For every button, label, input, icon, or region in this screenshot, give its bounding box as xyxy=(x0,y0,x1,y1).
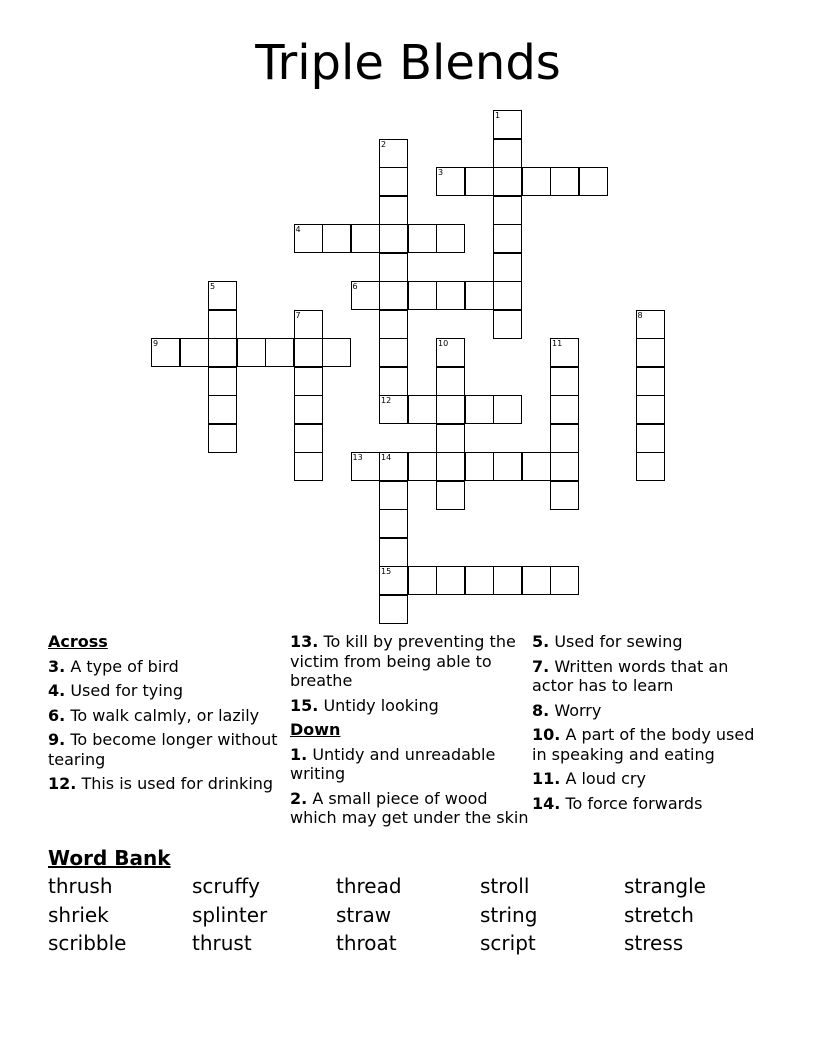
grid-cell[interactable] xyxy=(436,167,465,196)
grid-cell[interactable] xyxy=(636,452,665,481)
clue-number: 6 xyxy=(352,282,358,291)
clue-number: 15 xyxy=(381,567,392,576)
grid-cell[interactable] xyxy=(208,281,237,310)
grid-cell[interactable] xyxy=(379,595,408,624)
grid-cell[interactable] xyxy=(379,253,408,282)
grid-cell[interactable] xyxy=(208,424,237,453)
grid-cell[interactable] xyxy=(208,367,237,396)
across-clue: 9. To become longer without tearing xyxy=(48,730,278,769)
across-clue: 6. To walk calmly, or lazily xyxy=(48,705,260,725)
clue-number: 11 xyxy=(552,339,563,348)
word-bank-word: strangle xyxy=(624,874,706,898)
down-clue: 14. To force forwards xyxy=(532,793,703,813)
grid-cell[interactable] xyxy=(493,395,522,424)
grid-cell[interactable] xyxy=(493,167,522,196)
grid-cell[interactable] xyxy=(493,253,522,282)
grid-cell[interactable] xyxy=(351,452,380,481)
page-title: Triple Blends xyxy=(255,35,561,91)
grid-cell[interactable] xyxy=(550,395,579,424)
grid-cell[interactable] xyxy=(436,224,465,253)
grid-cell[interactable] xyxy=(465,566,494,595)
across-clue: 3. A type of bird xyxy=(48,656,179,676)
grid-cell[interactable] xyxy=(636,310,665,339)
grid-cell[interactable] xyxy=(351,224,380,253)
grid-cell[interactable] xyxy=(636,367,665,396)
grid-cell[interactable] xyxy=(436,481,465,510)
clue-number: 7 xyxy=(295,310,301,320)
word-bank-word: string xyxy=(480,903,538,927)
word-bank-word: stress xyxy=(624,931,684,955)
grid-cell[interactable] xyxy=(436,281,465,310)
grid-cell[interactable] xyxy=(408,566,437,595)
clue-number: 14 xyxy=(381,453,392,462)
grid-cell[interactable] xyxy=(294,367,323,396)
clue-column-1 xyxy=(48,632,288,799)
clue-column-3 xyxy=(532,632,772,818)
grid-cell[interactable] xyxy=(208,310,237,339)
grid-cell[interactable] xyxy=(408,452,437,481)
down-clue: 1. Untidy and unreadable writing xyxy=(290,744,496,783)
grid-cell[interactable] xyxy=(436,338,465,367)
word-bank-word: scribble xyxy=(48,931,127,955)
word-bank-title: Word Bank xyxy=(48,846,171,870)
grid-cell[interactable] xyxy=(493,224,522,253)
down-clue: 11. A loud cry xyxy=(532,769,646,788)
grid-cell[interactable] xyxy=(408,281,437,310)
grid-cell[interactable] xyxy=(379,224,408,253)
grid-cell[interactable] xyxy=(493,310,522,339)
grid-cell[interactable] xyxy=(465,395,494,424)
grid-cell[interactable] xyxy=(379,167,408,196)
grid-cell[interactable] xyxy=(180,338,209,367)
grid-cell[interactable] xyxy=(465,167,494,196)
down-clue: 5. Used for sewing xyxy=(532,632,683,651)
clue-number: 4 xyxy=(295,225,301,234)
grid-cell[interactable] xyxy=(636,338,665,367)
grid-cell[interactable] xyxy=(436,566,465,595)
grid-cell[interactable] xyxy=(294,224,323,253)
across-clue: 15. Untidy looking xyxy=(290,695,439,715)
grid-cell[interactable] xyxy=(493,281,522,310)
across-clue: 13. To kill by preventing the victim from being able to breathe xyxy=(290,632,516,690)
grid-cell[interactable] xyxy=(294,338,323,367)
grid-cell[interactable] xyxy=(379,139,408,168)
grid-cell[interactable] xyxy=(379,481,408,510)
grid-cell[interactable] xyxy=(550,481,579,510)
grid-cell[interactable] xyxy=(636,395,665,424)
grid-cell[interactable] xyxy=(294,310,323,339)
grid-cell[interactable] xyxy=(579,167,608,196)
down-clue: 7. Written words that an actor has to learn xyxy=(532,656,729,695)
grid-cell[interactable] xyxy=(550,338,579,367)
grid-cell[interactable] xyxy=(522,452,551,481)
word-bank-word: splinter xyxy=(192,903,268,927)
grid-cell[interactable] xyxy=(379,367,408,396)
grid-cell[interactable] xyxy=(436,424,465,453)
word-bank-word: shriek xyxy=(48,903,109,927)
grid-cell[interactable] xyxy=(208,395,237,424)
grid-cell[interactable] xyxy=(379,395,408,424)
grid-cell[interactable] xyxy=(208,338,237,367)
grid-cell[interactable] xyxy=(379,509,408,538)
across-heading: Across xyxy=(48,632,108,651)
word-bank-word: thread xyxy=(336,874,402,898)
word-bank-word: straw xyxy=(336,903,392,927)
grid-cell[interactable] xyxy=(379,538,408,567)
word-bank-word: thrush xyxy=(48,874,113,898)
word-bank-word: thrust xyxy=(192,931,252,955)
grid-cell[interactable] xyxy=(379,338,408,367)
grid-cell[interactable] xyxy=(379,281,408,310)
grid-cell[interactable] xyxy=(550,566,579,595)
grid-cell[interactable] xyxy=(322,338,351,367)
grid-cell[interactable] xyxy=(465,452,494,481)
grid-cell[interactable] xyxy=(636,424,665,453)
grid-cell[interactable] xyxy=(493,110,522,139)
down-clue: 8. Worry xyxy=(532,700,602,720)
word-bank-word: stroll xyxy=(480,874,530,898)
grid-cell[interactable] xyxy=(493,196,522,225)
clue-number: 10 xyxy=(438,339,449,348)
grid-cell[interactable] xyxy=(379,310,408,339)
grid-cell[interactable] xyxy=(237,338,266,367)
clue-number: 3 xyxy=(438,168,444,177)
grid-cell[interactable] xyxy=(436,452,465,481)
word-bank-word: scruffy xyxy=(192,874,260,898)
grid-cell[interactable] xyxy=(265,338,294,367)
grid-cell[interactable] xyxy=(322,224,351,253)
grid-cell[interactable] xyxy=(522,566,551,595)
grid-cell[interactable] xyxy=(151,338,180,367)
across-clue: 12. This is used for drinking xyxy=(48,774,274,793)
word-bank-word: script xyxy=(480,931,536,955)
grid-cell[interactable] xyxy=(294,452,323,481)
grid-cell[interactable] xyxy=(436,367,465,396)
down-clue: 2. A small piece of wood which may get under the skin xyxy=(290,788,529,827)
grid-cell[interactable] xyxy=(294,424,323,453)
grid-cell[interactable] xyxy=(550,424,579,453)
grid-cell[interactable] xyxy=(550,367,579,396)
grid-cell[interactable] xyxy=(351,281,380,310)
clue-number: 13 xyxy=(352,453,363,462)
grid-cell[interactable] xyxy=(550,167,579,196)
word-bank-word: throat xyxy=(336,931,397,955)
clue-column-2 xyxy=(290,632,530,833)
clue-number: 12 xyxy=(381,396,392,405)
across-clue: 4. Used for tying xyxy=(48,681,184,700)
grid-cell[interactable] xyxy=(522,167,551,196)
grid-cell[interactable] xyxy=(294,395,323,424)
clue-number: 1 xyxy=(495,111,501,120)
grid-cell[interactable] xyxy=(408,395,437,424)
grid-cell[interactable] xyxy=(436,395,465,424)
grid-cell[interactable] xyxy=(493,566,522,595)
clue-number: 8 xyxy=(637,310,643,320)
grid-cell[interactable] xyxy=(408,224,437,253)
word-bank-word: stretch xyxy=(624,903,694,927)
grid-cell[interactable] xyxy=(465,281,494,310)
grid-cell[interactable] xyxy=(379,196,408,225)
down-heading: Down xyxy=(290,720,341,739)
grid-cell[interactable] xyxy=(379,566,408,595)
clue-number: 9 xyxy=(153,339,159,348)
grid-cell[interactable] xyxy=(493,452,522,481)
grid-cell[interactable] xyxy=(550,452,579,481)
clue-number: 5 xyxy=(210,282,216,291)
clue-number: 2 xyxy=(381,139,387,149)
grid-cell[interactable] xyxy=(493,139,522,168)
down-clue: 10. A part of the body used in speaking and eating xyxy=(532,725,755,764)
grid-cell[interactable] xyxy=(379,452,408,481)
